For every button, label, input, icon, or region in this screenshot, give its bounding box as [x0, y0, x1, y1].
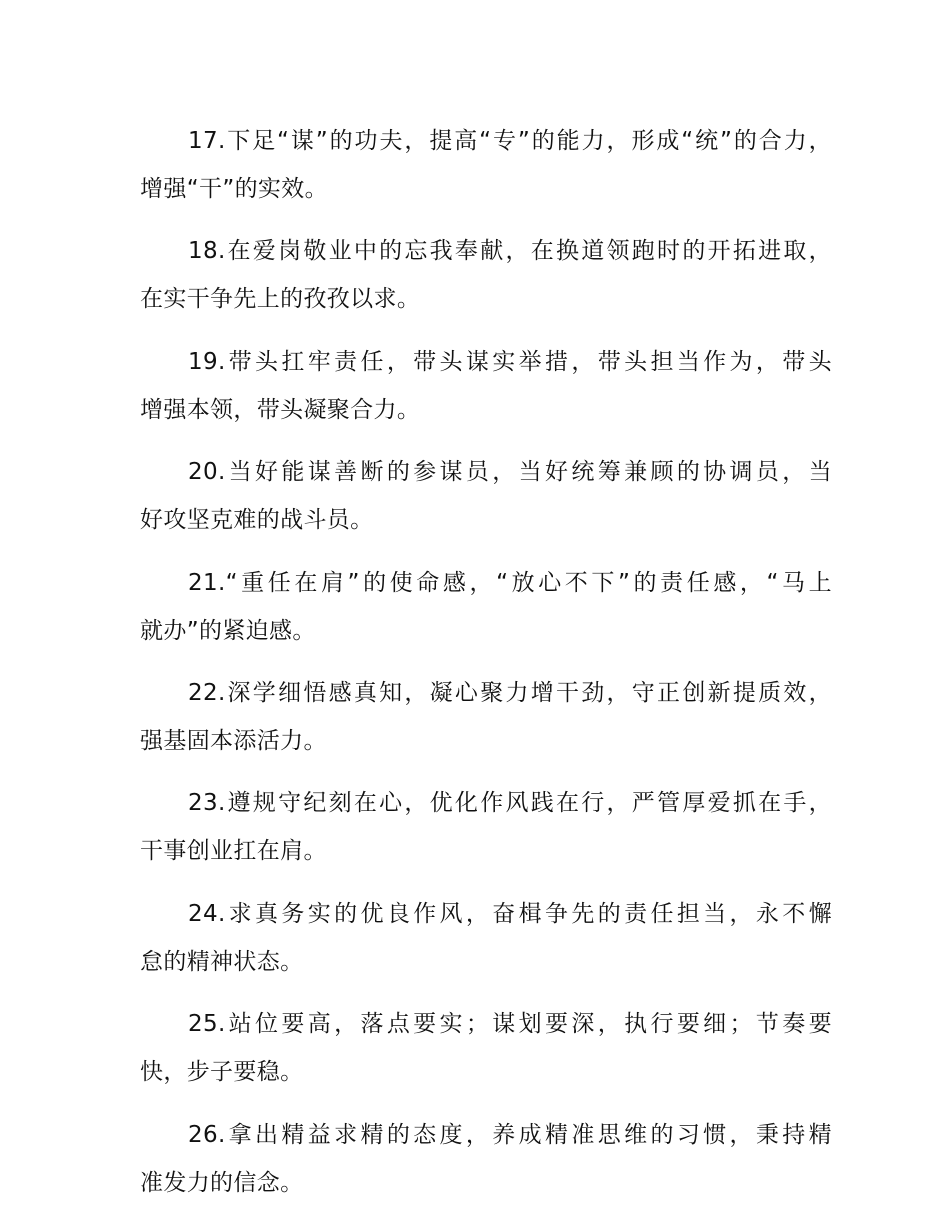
paragraph-20 [140, 448, 832, 544]
paragraph-22 [140, 669, 832, 765]
paragraph-line: 20.当好能谋善断的参谋员，当好统筹兼顾的协调员，当 [188, 459, 832, 486]
paragraph-line: 快，步子要稳。 [140, 1059, 304, 1086]
paragraph-line: 怠的精神状态。 [140, 948, 304, 975]
paragraph-17 [140, 117, 832, 213]
paragraph-26 [140, 1111, 832, 1207]
paragraph-line: 干事创业扛在肩。 [140, 838, 327, 865]
paragraph-line: 增强本领，带头凝聚合力。 [140, 396, 421, 423]
paragraph-line: 就办”的紧迫感。 [140, 617, 316, 644]
paragraph-25 [140, 1000, 832, 1096]
paragraph-line: 在实干争先上的孜孜以求。 [140, 286, 421, 313]
paragraph-line: 强基固本添活力。 [140, 727, 327, 754]
paragraph-line: 19.带头扛牢责任，带头谋实举措，带头担当作为，带头 [188, 348, 832, 375]
paragraph-19 [140, 338, 832, 434]
paragraph-line: 好攻坚克难的战斗员。 [140, 507, 374, 534]
paragraph-line: 25.站位要高，落点要实；谋划要深，执行要细；节奏要 [188, 1011, 832, 1038]
paragraph-18 [140, 227, 832, 323]
paragraph-line: 24.求真务实的优良作风，奋楫争先的责任担当，永不懈 [188, 900, 832, 927]
paragraph-23 [140, 779, 832, 875]
paragraph-line: 17.下足“谋”的功夫，提高“专”的能力，形成“统”的合力， [188, 128, 832, 154]
paragraph-21 [140, 559, 832, 655]
paragraph-line: 26.拿出精益求精的态度，养成精准思维的习惯，秉持精 [188, 1121, 832, 1148]
paragraph-24 [140, 890, 832, 986]
paragraph-line: 增强“干”的实效。 [140, 176, 328, 202]
paragraph-line: 23.遵规守纪刻在心，优化作风践在行，严管厚爱抓在手， [188, 790, 832, 817]
document-page [140, 117, 832, 1221]
paragraph-line: 准发力的信念。 [140, 1169, 304, 1196]
paragraph-line: 18.在爱岗敬业中的忘我奉献，在换道领跑时的开拓进取， [188, 238, 832, 265]
paragraph-line: 21.“重任在肩”的使命感，“放心不下”的责任感，“马上 [188, 569, 832, 596]
paragraph-line: 22.深学细悟感真知，凝心聚力增干劲，守正创新提质效， [188, 679, 832, 706]
